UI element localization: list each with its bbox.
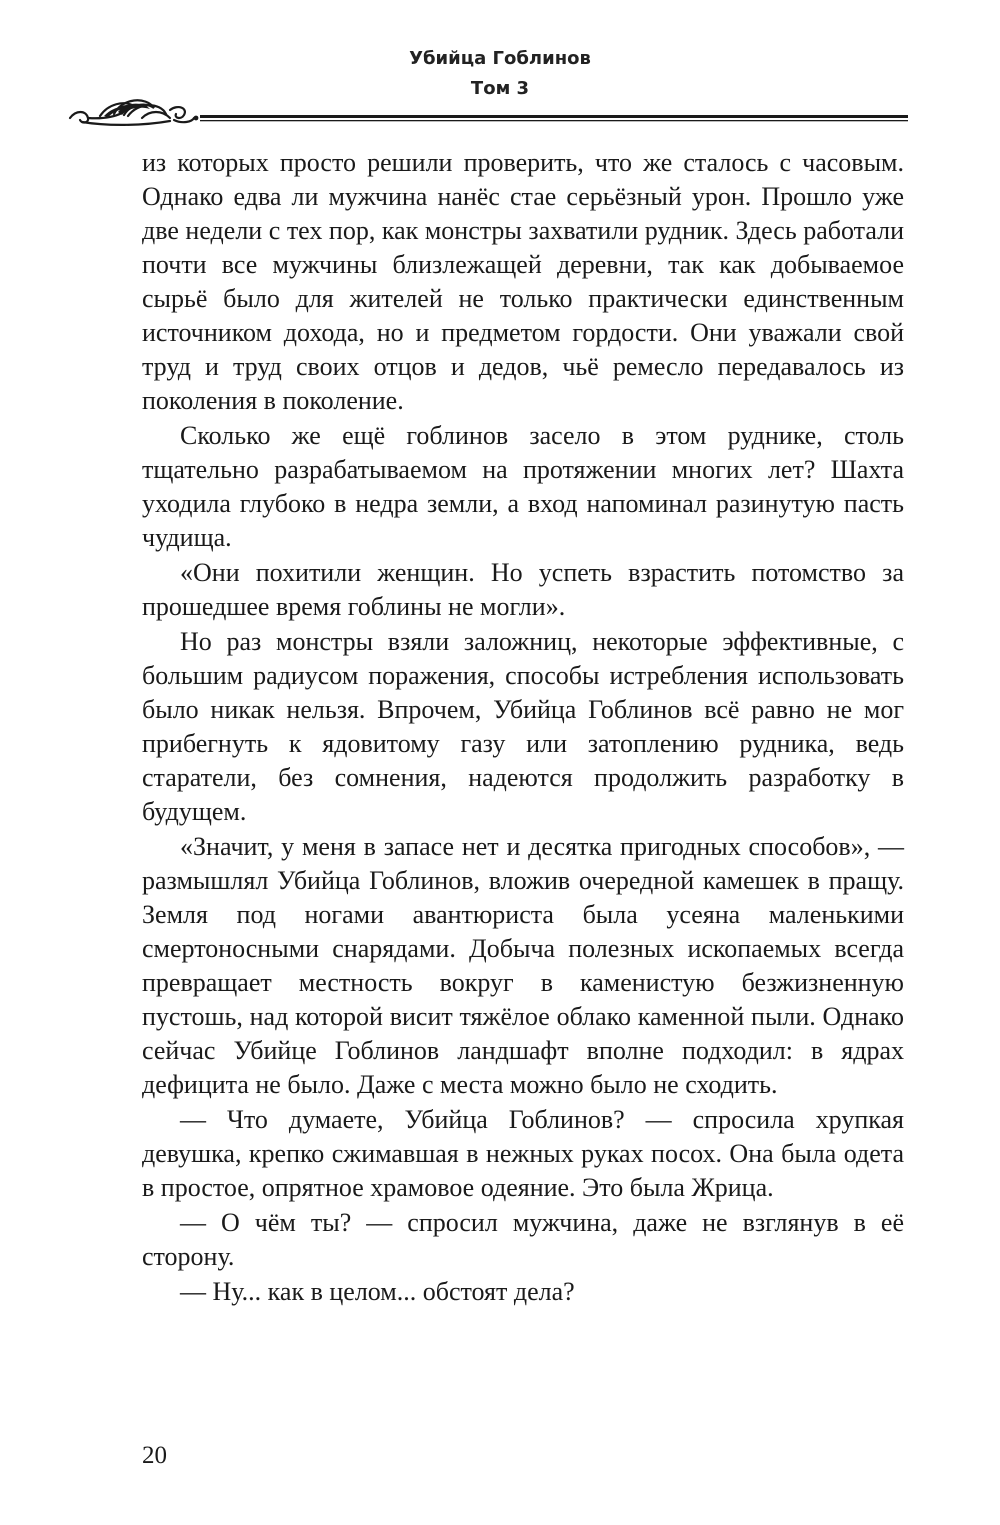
- paragraph: Но раз монстры взяли заложниц, некоторые эффективные, с большим радиусом поражения, способы истребления использовать было никак нельзя. Впрочем, Убийца Гоблинов всё равно не мог прибегнуть к ядовитому газу или затоплению рудника, ведь старатели, без сомнения, надеются продолжить разработку в будущем.: [142, 627, 904, 826]
- paragraph: «Они похитили женщин. Но успеть взрастить потомство за прошедшее время гоблины не могли».: [142, 558, 904, 621]
- paragraph: — Что думаете, Убийца Гоблинов? — спросила хрупкая девушка, крепко сжимавшая в нежных руках посох. Она была одета в простое, опрятное храмовое одеяние. Это была Жрица.: [142, 1105, 904, 1202]
- body-text: [142, 146, 904, 1310]
- paragraph: — О чём ты? — спросил мужчина, даже не взглянув в её сторону.: [142, 1208, 904, 1271]
- flourish-ornament-icon: [62, 96, 910, 132]
- volume-label: Том 3: [470, 78, 530, 99]
- book-title: Убийца Гоблинов: [409, 48, 591, 69]
- paragraph: Сколько же ещё гоблинов засело в этом руднике, столь тщательно разрабатываемом на протяжении многих лет? Шахта уходила глубоко в недра земли, а вход напоминал разинутую пасть чудища.: [142, 421, 904, 552]
- page-number: 20: [142, 1442, 167, 1469]
- running-header: [0, 44, 1000, 104]
- paragraph: «Значит, у меня в запасе нет и десятка пригодных способов», — размышлял Убийца Гоблинов, вложив очередной камешек в пращу. Земля под ногами авантюриста была усеяна маленькими смертоносными снарядами. Добыча полезных ископаемых всегда превращает местность вокруг в каменистую безжизненную пустошь, над которой висит тяжёлое облако каменной пыли. Однако сейчас Убийце Гоблинов ландшафт вполне подходил: в ядрах дефицита не было. Даже с места можно было не сходить.: [142, 832, 904, 1099]
- paragraph: из которых просто решили проверить, что же сталось с часовым. Однако едва ли мужчина нанёс стае серьёзный урон. Прошло уже две недели с тех пор, как монстры захватили рудник. Здесь работали почти все мужчины близлежащей деревни, так как добываемое сырьё было для жителей не только практически единственным источником дохода, но и предметом гордости. Они уважали свой труд и труд своих отцов и дедов, чьё ремесло передавалось из поколения в поколение.: [142, 148, 904, 415]
- paragraph: — Ну... как в целом... обстоят дела?: [180, 1277, 575, 1306]
